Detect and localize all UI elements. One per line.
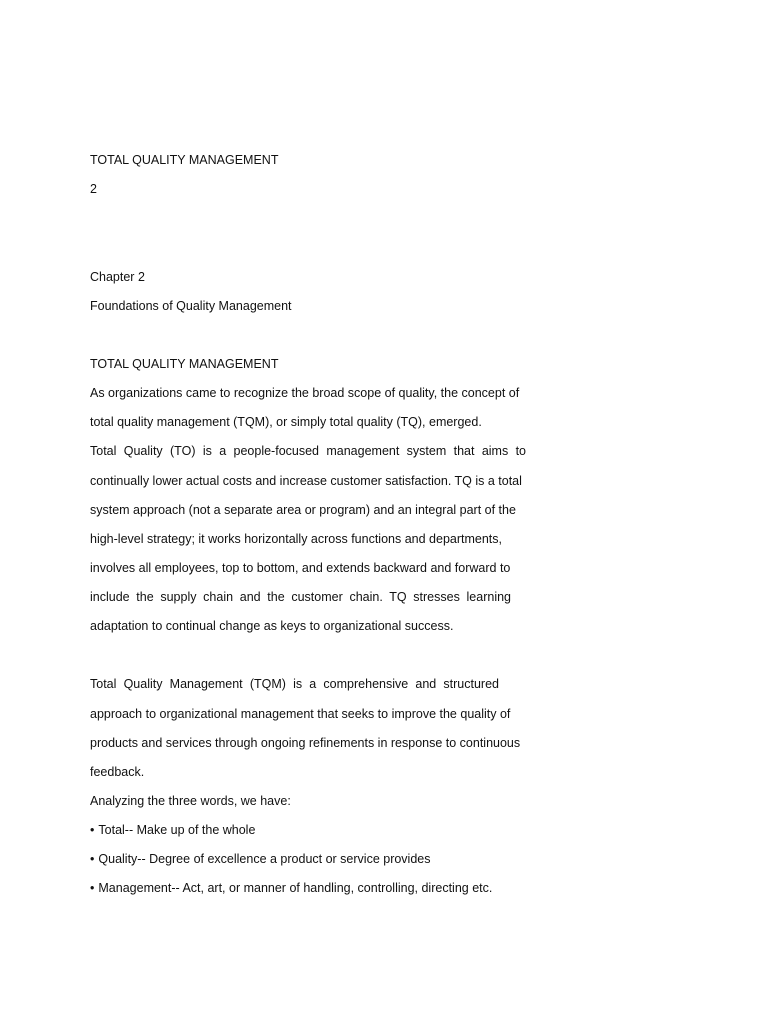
bullet-text: Management-- Act, art, or manner of handling, controlling, directing etc.	[98, 881, 493, 895]
bullet-glyph: •	[90, 852, 95, 866]
paragraph-line: products and services through ongoing refinements in response to continuous	[90, 736, 521, 750]
paragraph-line: total quality management (TQM), or simply total quality (TQ), emerged.	[90, 415, 482, 429]
paragraph-line: system approach (not a separate area or program) and an integral part of the	[90, 503, 516, 517]
bullet-glyph: •	[90, 823, 95, 837]
bullet-item	[90, 822, 526, 838]
paragraph-line: As organizations came to recognize the broad scope of quality, the concept of	[90, 386, 520, 400]
paragraph-line: feedback.	[90, 765, 145, 779]
analysis-intro: Analyzing the three words, we have:	[90, 794, 291, 808]
paragraph-line: high-level strategy; it works horizontally across functions and departments,	[90, 532, 502, 546]
chapter-title: Foundations of Quality Management	[90, 299, 292, 313]
paragraph-line: Total Quality (TO) is a people-focused management system that aims to	[90, 444, 526, 458]
page-number: 2	[90, 182, 97, 196]
paragraph-line: continually lower actual costs and increase customer satisfaction. TQ is a total	[90, 474, 522, 488]
running-title: TOTAL QUALITY MANAGEMENT	[90, 153, 279, 167]
bullet-text: Total-- Make up of the whole	[98, 823, 256, 837]
paragraph-line: adaptation to continual change as keys to organizational success.	[90, 619, 454, 633]
bullet-text: Quality-- Degree of excellence a product or service provides	[98, 852, 431, 866]
paragraph-line: approach to organizational management that seeks to improve the quality of	[90, 707, 511, 721]
bullet-item	[90, 880, 526, 896]
section-heading: TOTAL QUALITY MANAGEMENT	[90, 357, 279, 371]
chapter-label: Chapter 2	[90, 270, 145, 284]
paragraph-line: include the supply chain and the customer chain. TQ stresses learning	[90, 590, 511, 604]
bullet-item	[90, 851, 526, 867]
paragraph-line: involves all employees, top to bottom, and extends backward and forward to	[90, 561, 511, 575]
paragraph-line: Total Quality Management (TQM) is a comprehensive and structured	[90, 677, 499, 691]
bullet-glyph: •	[90, 881, 95, 895]
